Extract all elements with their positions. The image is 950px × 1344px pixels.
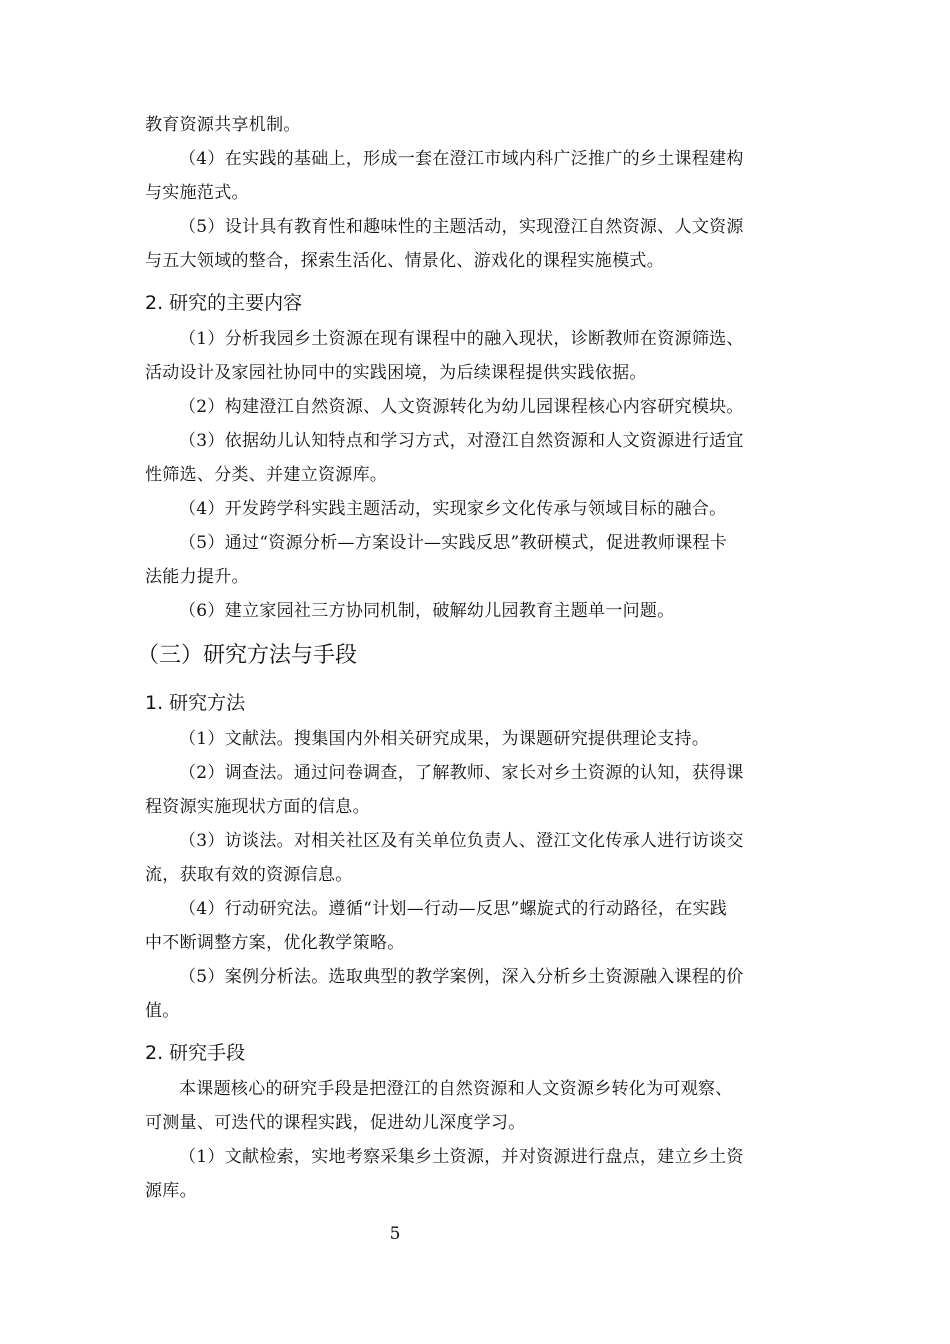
paragraph-line: （3）访谈法。对相关社区及有关单位负责人、澄江文化传承人进行访谈交 [179,831,744,851]
section-heading: 1. 研究方法 [145,692,246,714]
paragraph-line: （5）案例分析法。选取典型的教学案例，深入分析乡土资源融入课程的价 [179,967,744,987]
chapter-heading: （三）研究方法与手段 [137,643,358,668]
paragraph-line: 可测量、可迭代的课程实践，促进幼儿深度学习。 [145,1113,526,1133]
paragraph-line: 与实施范式。 [145,183,249,203]
section-heading: 2. 研究手段 [145,1042,246,1064]
paragraph-line: 本课题核心的研究手段是把澄江的自然资源和人文资源乡转化为可观察、 [179,1079,733,1099]
paragraph-line: （4）在实践的基础上，形成一套在澄江市域内科广泛推广的乡土课程建构 [179,149,744,169]
paragraph-line: 源库。 [145,1181,197,1201]
page-content [137,108,807,1208]
paragraph-line: 与五大领域的整合，探索生活化、情景化、游戏化的课程实施模式。 [145,251,664,271]
section-heading: 2. 研究的主要内容 [145,292,303,314]
paragraph-line: 性筛选、分类、并建立资源库。 [145,465,388,485]
paragraph-line: （4）行动研究法。遵循“计划—行动—反思”螺旋式的行动路径，在实践 [179,899,728,919]
paragraph-line: （1）文献法。搜集国内外相关研究成果，为课题研究提供理论支持。 [179,729,710,749]
paragraph-line: （6）建立家园社三方协同机制，破解幼儿园教育主题单一问题。 [179,601,675,621]
paragraph-line: （2）调查法。通过问卷调查，了解教师、家长对乡土资源的认知，获得课 [179,763,744,783]
paragraph-line: 活动设计及家园社协同中的实践困境，为后续课程提供实践依据。 [145,363,647,383]
paragraph-line: （1）分析我园乡土资源在现有课程中的融入现状，诊断教师在资源筛选、 [179,329,744,349]
paragraph-line: （3）依据幼儿认知特点和学习方式，对澄江自然资源和人文资源进行适宜 [179,431,744,451]
paragraph-line: 中不断调整方案，优化教学策略。 [145,933,405,953]
paragraph-line: （5）设计具有教育性和趣味性的主题活动，实现澄江自然资源、人文资源 [179,217,744,237]
page-number: 5 [389,1224,401,1244]
paragraph-line: 流，获取有效的资源信息。 [145,865,353,885]
paragraph-line: （5）通过“资源分析—方案设计—实践反思”教研模式，促进教师课程卡 [179,533,728,553]
paragraph-line: 值。 [145,1001,180,1021]
paragraph-line: （4）开发跨学科实践主题活动，实现家乡文化传承与领域目标的融合。 [179,499,727,519]
paragraph-line: （1）文献检索，实地考察采集乡土资源，并对资源进行盘点，建立乡土资 [179,1147,744,1167]
paragraph-line: 教育资源共享机制。 [145,115,301,135]
paragraph-line: 程资源实施现状方面的信息。 [145,797,370,817]
paragraph-line: （2）构建澄江自然资源、人文资源转化为幼儿园课程核心内容研究模块。 [179,397,744,417]
paragraph-line: 法能力提升。 [145,567,249,587]
